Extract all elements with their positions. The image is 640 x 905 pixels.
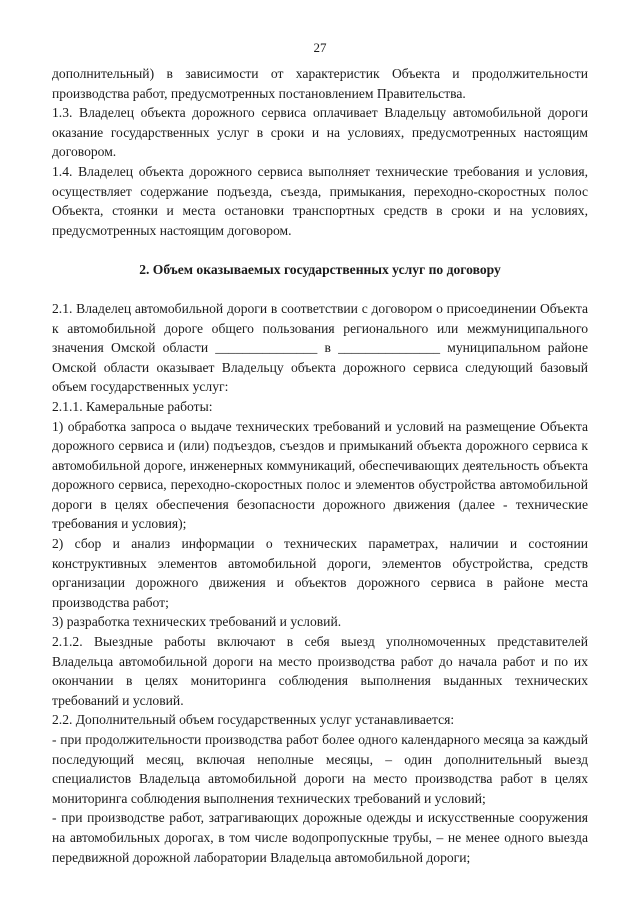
section-heading: 2. Объем оказываемых государственных услуг по договору bbox=[139, 262, 501, 278]
list-item-3: 3) разработка технических требований и условий. bbox=[52, 614, 342, 630]
paragraph-2-1-1: 2.1.1. Камеральные работы: bbox=[52, 398, 213, 414]
list-item-2: 2) сбор и анализ информации о технических параметрах, наличии и состоянии конструктивных элементов автомобильной дороги, элементов обустройства, средств организации дорожного движения и объектов дорожного сервиса в районе места производства работ; bbox=[52, 536, 588, 610]
paragraph-1-4: 1.4. Владелец объекта дорожного сервиса выполняет технические требования и условия, осуществляет содержание подъезда, съезда, примыкания, переходно-скоростных полос Объекта, стоянки и места остановки транспортных средств в сроки и на условиях, предусмотренных настоящим договором. bbox=[52, 163, 588, 238]
list-item-1: 1) обработка запроса о выдаче технических требований и условий на размещение Объекта дорожного сервиса и (или) подъездов, съездов и примыканий объекта дорожного сервиса к автомобильной дороге, инженерных коммуникаций, обеспечивающих деятельность объекта дорожного сервиса, переходно-скоростных полос и элементов обустройства автомобильной дороги в целях обеспечения безопасности дорожного движения (далее - технические требования и условия); bbox=[52, 418, 588, 532]
document-body bbox=[52, 64, 588, 867]
paragraph-1-3: 1.3. Владелец объекта дорожного сервиса оплачивает Владельцу автомобильной дороги оказание государственных услуг в сроки и на условиях, предусмотренных настоящим договором. bbox=[52, 105, 588, 160]
paragraph-2-2: 2.2. Дополнительный объем государственных услуг устанавливается: bbox=[52, 712, 455, 728]
paragraph-continuation: дополнительный) в зависимости от характеристик Объекта и продолжительности производства работ, предусмотренных постановлением Правительства. bbox=[52, 66, 588, 101]
paragraph-2-1-2: 2.1.2. Выездные работы включают в себя выезд уполномоченных представителей Владельца автомобильной дороги на место производства работ до начала работ и по их окончании в целях мониторинга соблюдения выполнения выданных технических требований и условий. bbox=[52, 634, 588, 708]
paragraph-2-1: 2.1. Владелец автомобильной дороги в соответствии с договором о присоединении Объекта к автомобильной дороге общего пользования регионального или межмуниципального значения Омской области _______________ в _______________ муниципальном районе Омской области оказывает Владельцу объекта дорожного сервиса следующий базовый объем государственных услуг: bbox=[52, 300, 588, 395]
dash-item-2: - при производстве работ, затрагивающих дорожные одежды и искусственные сооружения на автомобильных дорогах, в том числе водопропускные трубы, – не менее одного выезда передвижной дорожной лаборатории Владельца автомобильной дороги; bbox=[52, 810, 588, 865]
dash-item-1: - при продолжительности производства работ более одного календарного месяца за каждый последующий месяц, включая неполные месяцы, – один дополнительный выезд специалистов Владельца автомобильной дороги на место производства работ в целях мониторинга соблюдения выполнения технических требований и условий; bbox=[52, 732, 588, 806]
page-number: 27 bbox=[313, 40, 327, 55]
